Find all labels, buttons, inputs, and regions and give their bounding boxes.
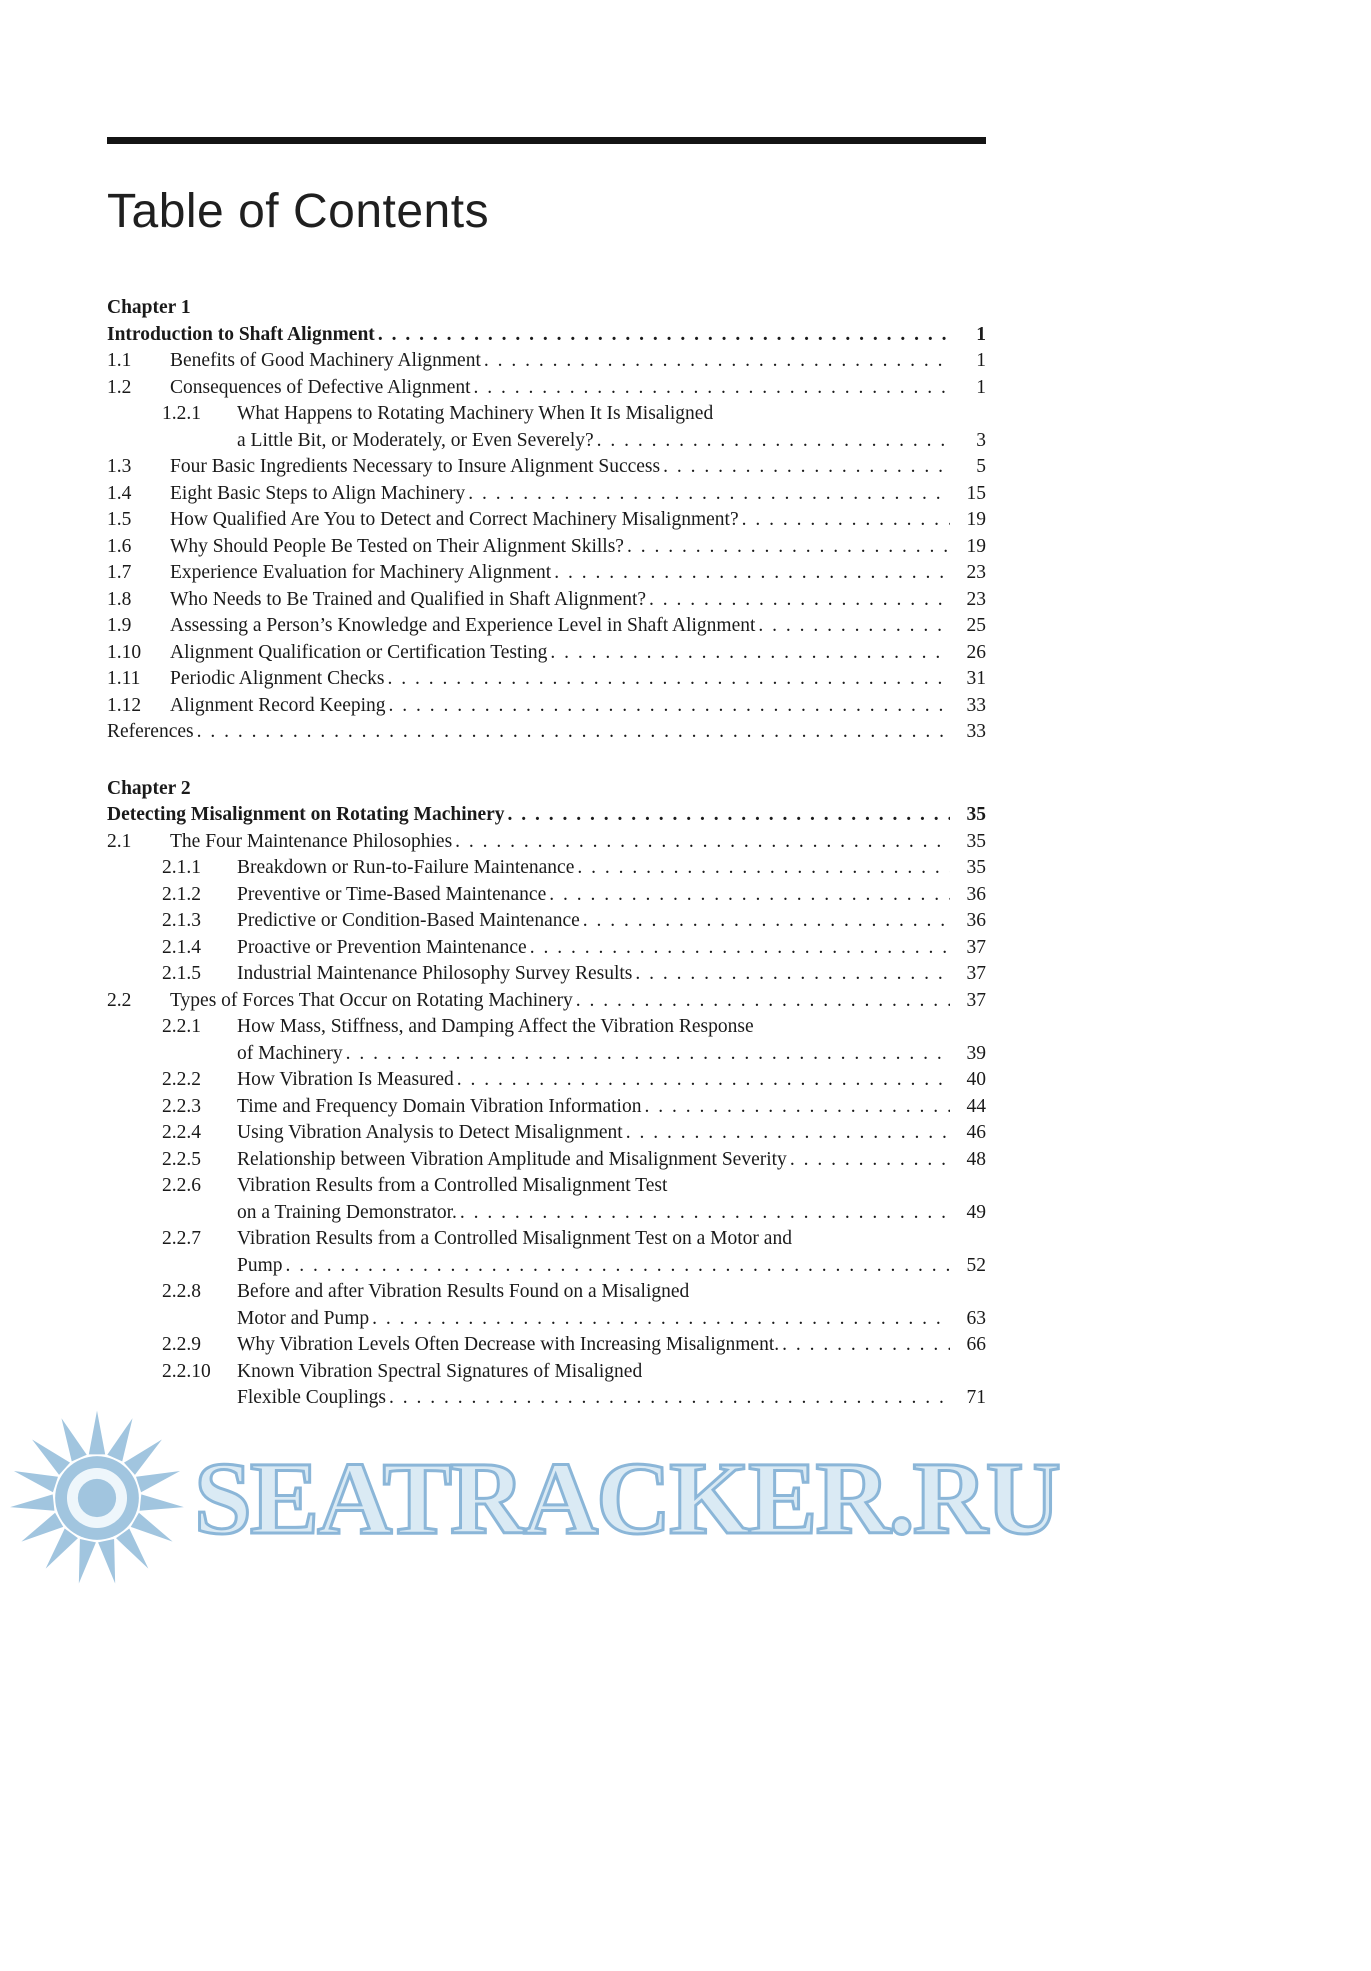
page-number: 15 xyxy=(966,482,986,504)
page-number: 46 xyxy=(966,1122,986,1143)
toc-row xyxy=(107,693,986,720)
page-number: 35 xyxy=(966,804,986,825)
page-number: 49 xyxy=(966,1201,986,1223)
page-content xyxy=(107,137,986,1412)
entry-number: 1.9 xyxy=(107,615,132,636)
dot-leader xyxy=(663,454,950,481)
entry-title: Preventive or Time-Based Maintenance xyxy=(237,883,547,905)
entry-number: 1.7 xyxy=(107,562,132,583)
page-number: 37 xyxy=(966,963,986,984)
toc-row xyxy=(107,454,986,481)
page-number: 1 xyxy=(976,376,986,398)
dot-leader xyxy=(644,1094,950,1121)
entry-number: 2.2.8 xyxy=(162,1281,201,1302)
page-number: 23 xyxy=(966,562,986,583)
page-number: 26 xyxy=(966,641,986,663)
page-title: Table of Contents xyxy=(107,185,490,238)
toc-row xyxy=(107,348,986,375)
entry-number: 2.2.4 xyxy=(162,1122,201,1143)
toc-row xyxy=(107,560,986,587)
toc-row xyxy=(107,802,986,829)
page-number: 19 xyxy=(966,535,986,557)
entry-title: Breakdown or Run-to-Failure Maintenance xyxy=(237,857,575,878)
page-number: 5 xyxy=(976,456,986,477)
entry-number: 1.1 xyxy=(107,350,132,371)
entry-number: 1.5 xyxy=(107,509,132,530)
page-number: 36 xyxy=(966,910,986,931)
entry-title: Relationship between Vibration Amplitude and Misalignment Severity xyxy=(237,1148,787,1170)
page-number: 33 xyxy=(966,721,986,742)
dot-leader xyxy=(387,666,950,693)
toc-list xyxy=(107,295,986,1412)
dot-leader xyxy=(742,507,950,534)
entry-title: Periodic Alignment Checks xyxy=(170,668,385,689)
dot-leader xyxy=(626,1120,950,1147)
toc-row xyxy=(107,666,986,693)
entry-number: 2.2.6 xyxy=(162,1175,201,1196)
entry-number: 1.2.1 xyxy=(162,403,201,424)
page-number: 63 xyxy=(966,1307,986,1329)
entry-number: 2.1.5 xyxy=(162,963,201,984)
entry-title: Types of Forces That Occur on Rotating Machinery xyxy=(170,989,573,1011)
dot-leader xyxy=(577,855,950,882)
entry-number: 2.2.1 xyxy=(162,1016,201,1037)
entry-title: Industrial Maintenance Philosophy Survey Results xyxy=(237,963,633,984)
entry-number: 1.6 xyxy=(107,535,132,557)
toc-row xyxy=(107,1094,986,1121)
page-number: 19 xyxy=(966,509,986,530)
toc-row xyxy=(107,1306,986,1333)
entry-number: 2.2.5 xyxy=(162,1148,201,1170)
page-number: 40 xyxy=(966,1069,986,1090)
entry-title: Eight Basic Steps to Align Machinery xyxy=(170,482,466,504)
toc-row xyxy=(107,1120,986,1147)
dot-leader xyxy=(197,719,950,746)
toc-row xyxy=(107,507,986,534)
sun-logo-icon xyxy=(6,1407,188,1589)
page-number: 44 xyxy=(966,1095,986,1117)
entry-title: Why Should People Be Tested on Their Alignment Skills? xyxy=(170,535,624,557)
toc-row xyxy=(107,401,986,428)
entry-title: Alignment Record Keeping xyxy=(170,694,386,716)
dot-leader xyxy=(649,587,950,614)
toc-row xyxy=(107,587,986,614)
page-number: 37 xyxy=(966,936,986,958)
toc-row xyxy=(107,481,986,508)
dot-leader xyxy=(484,348,950,375)
toc-row xyxy=(107,961,986,988)
entry-number: 2.1.2 xyxy=(162,883,201,905)
chapter-block-2 xyxy=(107,776,986,1412)
toc-row xyxy=(107,1173,986,1200)
toc-row xyxy=(107,322,986,349)
entry-title: Motor and Pump xyxy=(237,1307,370,1329)
dot-leader xyxy=(583,908,950,935)
page-number: 35 xyxy=(966,857,986,878)
entry-title: Before and after Vibration Results Found on a Misaligned xyxy=(237,1281,690,1302)
entry-title: Four Basic Ingredients Necessary to Insure Alignment Success xyxy=(170,456,661,477)
entry-number: 2.2 xyxy=(107,989,132,1011)
chapter-block-1 xyxy=(107,295,986,746)
dot-leader xyxy=(635,961,950,988)
entry-title: What Happens to Rotating Machinery When It Is Misaligned xyxy=(237,403,714,424)
dot-leader xyxy=(378,322,950,349)
page-number: 25 xyxy=(966,615,986,636)
page-number: 1 xyxy=(976,350,986,371)
chapter-label: Chapter 2 xyxy=(107,777,191,799)
toc-row xyxy=(107,1067,986,1094)
entry-title: How Qualified Are You to Detect and Correct Machinery Misalignment? xyxy=(170,509,739,530)
page-number: 36 xyxy=(966,883,986,905)
dot-leader xyxy=(782,1332,950,1359)
toc-row xyxy=(107,1279,986,1306)
page-number: 71 xyxy=(966,1387,986,1408)
entry-title: How Vibration Is Measured xyxy=(237,1069,454,1090)
toc-row xyxy=(107,1147,986,1174)
page-number: 23 xyxy=(966,588,986,610)
entry-title: on a Training Demonstrator. xyxy=(237,1201,457,1223)
toc-row xyxy=(107,428,986,455)
page-number: 39 xyxy=(966,1042,986,1064)
entry-title: Flexible Couplings xyxy=(237,1387,386,1408)
entry-title: Time and Frequency Domain Vibration Information xyxy=(237,1095,642,1117)
toc-row xyxy=(107,988,986,1015)
page-number: 31 xyxy=(966,668,986,689)
page-number: 33 xyxy=(966,694,986,716)
dot-leader xyxy=(554,560,950,587)
dot-leader xyxy=(627,534,950,561)
toc-row xyxy=(107,640,986,667)
toc-row xyxy=(107,1041,986,1068)
dot-leader xyxy=(468,481,950,508)
dot-leader xyxy=(576,988,950,1015)
dot-leader xyxy=(460,1200,950,1227)
dot-leader xyxy=(286,1253,950,1280)
toc-row xyxy=(107,719,986,746)
dot-leader xyxy=(790,1147,950,1174)
entry-title: Using Vibration Analysis to Detect Misalignment xyxy=(237,1122,623,1143)
dot-leader xyxy=(346,1041,950,1068)
toc-row xyxy=(107,613,986,640)
entry-title: Vibration Results from a Controlled Misalignment Test xyxy=(237,1175,668,1196)
entry-number: 2.1 xyxy=(107,830,132,852)
entry-number: 1.8 xyxy=(107,588,132,610)
entry-number: 2.1.4 xyxy=(162,936,201,958)
toc-row xyxy=(107,375,986,402)
entry-number: 1.11 xyxy=(107,668,141,689)
dot-leader xyxy=(372,1306,950,1333)
entry-number: 2.2.9 xyxy=(162,1334,201,1355)
toc-row xyxy=(107,1332,986,1359)
entry-title: Experience Evaluation for Machinery Alignment xyxy=(170,562,552,583)
entry-title: Consequences of Defective Alignment xyxy=(170,376,471,398)
entry-title: Why Vibration Levels Often Decrease with Increasing Misalignment. xyxy=(237,1334,780,1355)
toc-row xyxy=(107,1200,986,1227)
watermark-text: SEATRACKER.RU xyxy=(194,1440,1059,1556)
dot-leader xyxy=(597,428,950,455)
dot-leader xyxy=(457,1067,950,1094)
entry-number: 1.3 xyxy=(107,456,132,477)
page-number: 66 xyxy=(966,1334,986,1355)
entry-number: 2.2.2 xyxy=(162,1069,201,1090)
entry-number: 2.2.7 xyxy=(162,1228,201,1249)
page-number: 52 xyxy=(966,1254,986,1276)
dot-leader xyxy=(549,882,950,909)
toc-row xyxy=(107,908,986,935)
entry-title: a Little Bit, or Moderately, or Even Severely? xyxy=(237,429,594,451)
page-number: 37 xyxy=(966,989,986,1011)
entry-title: Proactive or Prevention Maintenance xyxy=(237,936,527,958)
entry-number: 1.4 xyxy=(107,482,132,504)
dot-leader xyxy=(508,802,950,829)
page-number: 1 xyxy=(976,323,986,345)
entry-title: Benefits of Good Machinery Alignment xyxy=(170,350,481,371)
dot-leader xyxy=(455,829,950,856)
entry-title: Assessing a Person’s Knowledge and Experience Level in Shaft Alignment xyxy=(170,615,756,636)
entry-number: 2.1.3 xyxy=(162,910,201,931)
page-number: 3 xyxy=(976,429,986,451)
toc-row xyxy=(107,1226,986,1253)
toc-row xyxy=(107,1014,986,1041)
watermark xyxy=(0,1408,1371,1588)
entry-title: Detecting Misalignment on Rotating Machinery xyxy=(107,804,505,825)
entry-title: How Mass, Stiffness, and Damping Affect the Vibration Response xyxy=(237,1016,754,1037)
entry-title: Known Vibration Spectral Signatures of Misaligned xyxy=(237,1360,643,1382)
entry-title: Vibration Results from a Controlled Misalignment Test on a Motor and xyxy=(237,1228,792,1249)
entry-number: 1.12 xyxy=(107,694,142,716)
toc-row xyxy=(107,534,986,561)
dot-leader xyxy=(474,375,950,402)
toc-row xyxy=(107,1359,986,1386)
entry-title: Introduction to Shaft Alignment xyxy=(107,323,375,345)
toc-row xyxy=(107,935,986,962)
entry-title: Pump xyxy=(237,1254,283,1276)
chapter-label: Chapter 1 xyxy=(107,297,191,318)
dot-leader xyxy=(530,935,950,962)
toc-row xyxy=(107,1253,986,1280)
entry-title: References xyxy=(107,721,194,742)
entry-title: Predictive or Condition-Based Maintenance xyxy=(237,910,580,931)
entry-number: 2.1.1 xyxy=(162,857,201,878)
entry-number: 1.10 xyxy=(107,641,142,663)
top-rule xyxy=(107,137,986,144)
page-number: 48 xyxy=(966,1148,986,1170)
toc-row xyxy=(107,882,986,909)
entry-number: 2.2.10 xyxy=(162,1360,211,1382)
entry-title: of Machinery xyxy=(237,1042,343,1064)
entry-title: The Four Maintenance Philosophies xyxy=(170,830,453,852)
entry-number: 2.2.3 xyxy=(162,1095,201,1117)
page-number: 35 xyxy=(966,830,986,852)
dot-leader xyxy=(389,693,950,720)
dot-leader xyxy=(550,640,950,667)
toc-row xyxy=(107,855,986,882)
toc-row xyxy=(107,829,986,856)
entry-title: Alignment Qualification or Certification Testing xyxy=(170,641,548,663)
entry-title: Who Needs to Be Trained and Qualified in Shaft Alignment? xyxy=(170,588,647,610)
dot-leader xyxy=(758,613,950,640)
entry-number: 1.2 xyxy=(107,376,132,398)
